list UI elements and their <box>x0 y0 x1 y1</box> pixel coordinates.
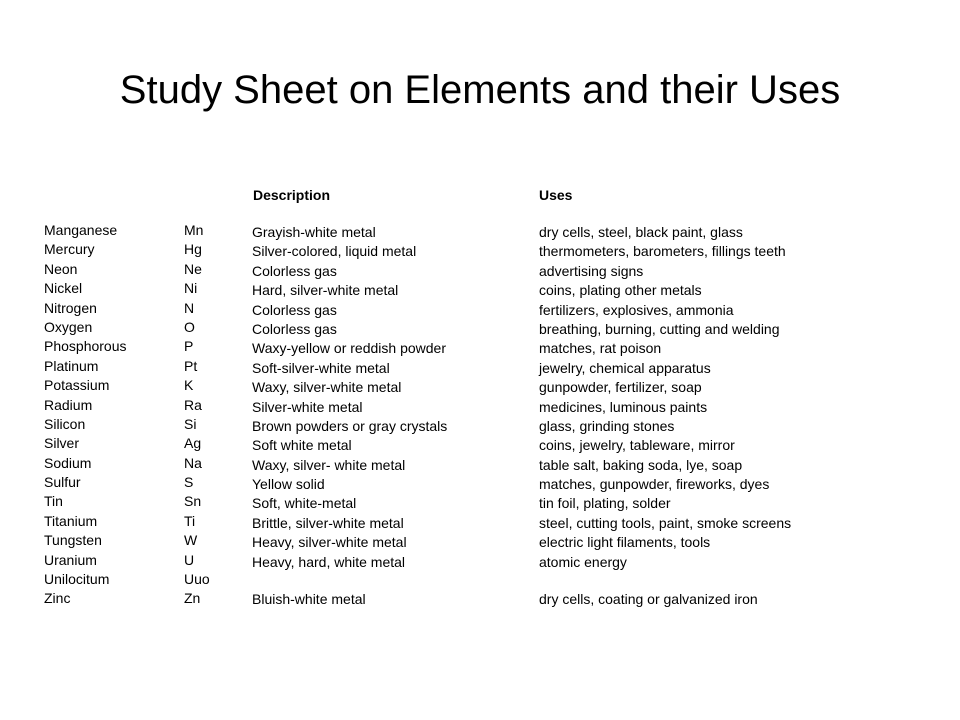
element-description: Grayish-white metal <box>252 224 376 240</box>
element-symbol: W <box>184 532 198 549</box>
element-use: jewelry, chemical apparatus <box>539 359 711 376</box>
element-name: Tin <box>44 493 63 510</box>
page-title: Study Sheet on Elements and their Uses <box>119 68 841 112</box>
element-description: Soft-silver-white metal <box>252 359 390 376</box>
element-use: medicines, luminous paints <box>539 398 708 415</box>
element-name: Sulfur <box>44 474 81 491</box>
element-name: Potassium <box>44 377 110 394</box>
element-symbol: U <box>184 551 195 568</box>
element-symbol: Uuo <box>184 571 210 588</box>
element-name: Silicon <box>44 415 86 432</box>
element-name: Sodium <box>44 454 92 471</box>
element-symbol: Ne <box>184 260 202 277</box>
element-use: electric light filaments, tools <box>539 534 711 551</box>
element-symbol: Si <box>184 415 197 432</box>
element-name: Platinum <box>44 357 99 374</box>
element-description: Soft white metal <box>252 437 352 454</box>
element-name: Mercury <box>44 241 95 258</box>
uses-header: Uses <box>539 187 573 203</box>
element-use: table salt, baking soda, lye, soap <box>539 456 743 473</box>
element-use: matches, rat poison <box>539 340 662 357</box>
element-name: Zinc <box>44 590 71 607</box>
element-description: Soft, white-metal <box>252 495 357 512</box>
element-name: Neon <box>44 260 78 277</box>
element-use: fertilizers, explosives, ammonia <box>539 301 734 318</box>
element-description: Heavy, silver-white metal <box>252 534 407 551</box>
element-name: Silver <box>44 435 80 452</box>
element-use: gunpowder, fertilizer, soap <box>539 379 702 396</box>
element-symbol: Zn <box>184 590 201 607</box>
element-name: Radium <box>44 396 93 413</box>
element-name: Nitrogen <box>44 299 97 316</box>
element-description: Waxy, silver- white metal <box>252 456 406 473</box>
element-symbol: Ni <box>184 280 198 297</box>
element-symbol: Pt <box>184 357 198 374</box>
element-use: tin foil, plating, solder <box>539 495 671 512</box>
element-symbol: Hg <box>184 241 202 258</box>
element-description: Brittle, silver-white metal <box>252 514 404 531</box>
element-symbol: Mn <box>184 222 204 238</box>
description-header: Description <box>253 187 331 203</box>
element-use: dry cells, steel, black paint, glass <box>539 224 743 240</box>
element-symbol: Sn <box>184 493 202 510</box>
element-names-list <box>44 221 127 609</box>
element-name: Manganese <box>44 222 118 238</box>
element-symbols-list <box>184 221 210 609</box>
element-use: coins, jewelry, tableware, mirror <box>539 437 735 454</box>
element-symbol: K <box>184 377 194 394</box>
element-use: steel, cutting tools, paint, smoke screens <box>539 514 792 531</box>
uses-list <box>539 223 791 572</box>
element-symbol: Ag <box>184 435 202 452</box>
element-symbol: Ti <box>184 512 196 529</box>
element-description: Brown powders or gray crystals <box>252 417 448 434</box>
element-use: advertising signs <box>539 262 644 279</box>
element-use: coins, plating other metals <box>539 282 702 299</box>
element-use: breathing, burning, cutting and welding <box>539 320 780 337</box>
element-use: atomic energy <box>539 553 627 570</box>
element-description: Waxy-yellow or reddish powder <box>252 340 446 357</box>
element-symbol: S <box>184 474 194 491</box>
element-description: Silver-colored, liquid metal <box>252 243 417 260</box>
element-description: Hard, silver-white metal <box>252 282 399 299</box>
element-name: Phosphorous <box>44 338 127 355</box>
element-description: Colorless gas <box>252 320 337 337</box>
element-symbol: N <box>184 299 195 316</box>
element-description: Heavy, hard, white metal <box>252 553 406 570</box>
element-use: thermometers, barometers, fillings teeth <box>539 243 786 260</box>
element-use: matches, gunpowder, fireworks, dyes <box>539 476 770 493</box>
element-description: Colorless gas <box>252 262 337 279</box>
element-symbol: O <box>184 318 195 335</box>
element-description: Waxy, silver-white metal <box>252 379 402 396</box>
last-description: Bluish-white metal <box>252 591 366 607</box>
element-name: Nickel <box>44 280 83 297</box>
element-description: Silver-white metal <box>252 398 363 415</box>
element-description: Colorless gas <box>252 301 337 318</box>
element-name: Oxygen <box>44 318 93 335</box>
element-symbol: P <box>184 338 194 355</box>
element-name: Uranium <box>44 551 97 568</box>
element-use: glass, grinding stones <box>539 417 675 434</box>
element-symbol: Na <box>184 454 202 471</box>
element-symbol: Ra <box>184 396 202 413</box>
element-name: Tungsten <box>44 532 102 549</box>
element-description: Yellow solid <box>252 476 325 493</box>
element-name: Unilocitum <box>44 571 110 588</box>
element-name: Titanium <box>44 512 98 529</box>
last-uses: dry cells, coating or galvanized iron <box>539 591 758 607</box>
descriptions-list <box>252 223 447 572</box>
